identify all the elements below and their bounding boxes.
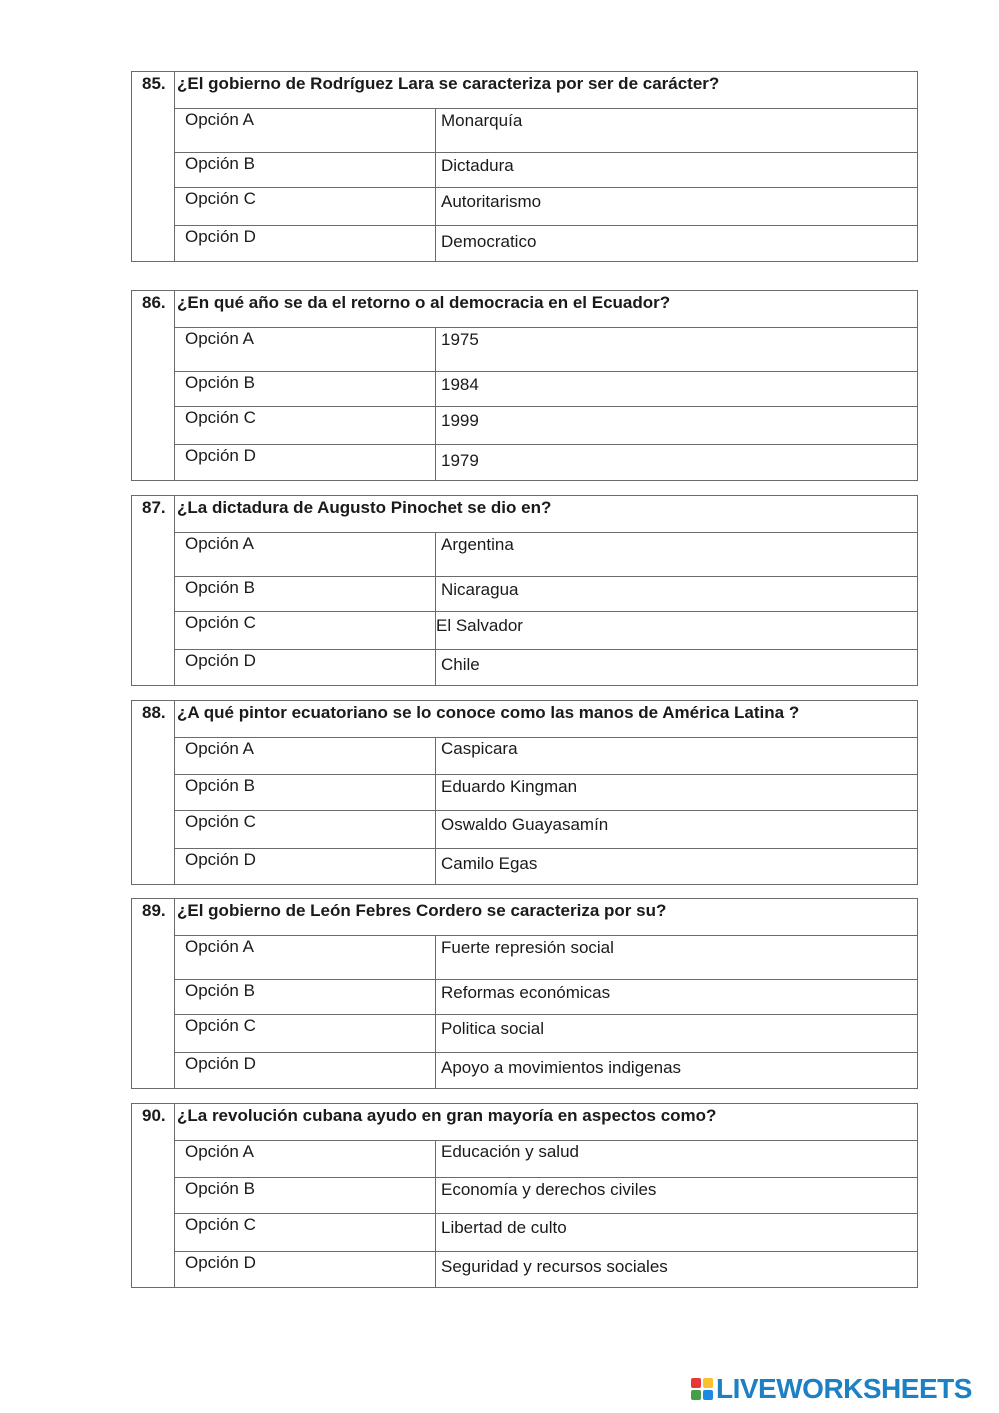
- column-divider: [435, 849, 436, 885]
- liveworksheets-logo-icon: [691, 1378, 713, 1400]
- option-label: Opción C: [185, 1016, 256, 1035]
- column-divider: [435, 577, 436, 611]
- option-label: Opción D: [185, 1253, 256, 1272]
- column-divider: [435, 407, 436, 444]
- question-text: ¿El gobierno de Rodríguez Lara se caracteriza por ser de carácter?: [177, 74, 720, 93]
- column-divider: [435, 811, 436, 848]
- option-row-b[interactable]: [175, 152, 917, 187]
- option-value: 1979: [441, 451, 479, 470]
- column-divider: [435, 188, 436, 225]
- option-label: Opción C: [185, 189, 256, 208]
- option-row-d[interactable]: [175, 225, 917, 262]
- option-row-d[interactable]: [175, 649, 917, 686]
- option-value: Caspicara: [441, 739, 518, 758]
- option-value: Autoritarismo: [441, 192, 542, 211]
- option-row-c[interactable]: [175, 1213, 917, 1251]
- option-value: Argentina: [441, 535, 514, 554]
- option-row-a[interactable]: [175, 935, 917, 979]
- question-90: [131, 1103, 918, 1288]
- option-label: Opción C: [185, 613, 256, 632]
- option-row-d[interactable]: [175, 1052, 917, 1089]
- option-label: Opción D: [185, 446, 256, 465]
- column-divider: [435, 980, 436, 1014]
- option-value: Camilo Egas: [441, 854, 538, 873]
- option-value: Nicaragua: [441, 580, 519, 599]
- question-number: 87.: [132, 496, 175, 685]
- option-label: Opción A: [185, 937, 254, 956]
- option-row-c[interactable]: [175, 406, 917, 444]
- option-row-a[interactable]: [175, 532, 917, 576]
- column-divider: [435, 153, 436, 187]
- option-label: Opción B: [185, 1179, 255, 1198]
- option-label: Opción A: [185, 110, 254, 129]
- option-value: Reformas económicas: [441, 983, 611, 1002]
- column-divider: [435, 226, 436, 262]
- question-88: [131, 700, 918, 885]
- column-divider: [435, 1141, 436, 1177]
- question-text: ¿En qué año se da el retorno o al democracia en el Ecuador?: [177, 293, 671, 312]
- column-divider: [435, 1053, 436, 1089]
- question-89: [131, 898, 918, 1089]
- question-text: ¿El gobierno de León Febres Cordero se caracteriza por su?: [177, 901, 667, 920]
- option-label: Opción A: [185, 1142, 254, 1161]
- column-divider: [435, 936, 436, 979]
- option-value: Chile: [441, 655, 480, 674]
- column-divider: [435, 372, 436, 406]
- option-row-a[interactable]: [175, 1140, 917, 1177]
- column-divider: [435, 1178, 436, 1213]
- option-row-a[interactable]: [175, 737, 917, 774]
- option-label: Opción B: [185, 578, 255, 597]
- question-text: ¿La revolución cubana ayudo en gran mayoría en aspectos como?: [177, 1106, 717, 1125]
- column-divider: [435, 1214, 436, 1251]
- question-number: 90.: [132, 1104, 175, 1287]
- option-label: Opción D: [185, 850, 256, 869]
- option-label: Opción A: [185, 534, 254, 553]
- question-85: [131, 71, 918, 262]
- option-value: El Salvador: [436, 616, 523, 635]
- logo-square-yellow: [703, 1378, 713, 1388]
- option-value: Oswaldo Guayasamín: [441, 815, 609, 834]
- question-number: 86.: [132, 291, 175, 480]
- option-value: Monarquía: [441, 111, 523, 130]
- option-label: Opción C: [185, 1215, 256, 1234]
- column-divider: [435, 328, 436, 371]
- logo-square-blue: [703, 1390, 713, 1400]
- option-row-d[interactable]: [175, 1251, 917, 1288]
- option-row-c[interactable]: [175, 187, 917, 225]
- option-label: Opción A: [185, 739, 254, 758]
- option-value: 1984: [441, 375, 479, 394]
- option-row-b[interactable]: [175, 576, 917, 611]
- option-value: Dictadura: [441, 156, 514, 175]
- option-label: Opción B: [185, 154, 255, 173]
- column-divider: [435, 109, 436, 152]
- column-divider: [435, 1252, 436, 1288]
- column-divider: [435, 1015, 436, 1052]
- option-value: Libertad de culto: [441, 1218, 567, 1237]
- column-divider: [435, 445, 436, 481]
- option-row-a[interactable]: [175, 327, 917, 371]
- option-value: Eduardo Kingman: [441, 777, 578, 796]
- option-row-c[interactable]: [175, 611, 917, 649]
- option-label: Opción B: [185, 776, 255, 795]
- option-value: Economía y derechos civiles: [441, 1180, 657, 1199]
- option-label: Opción D: [185, 651, 256, 670]
- question-text: ¿La dictadura de Augusto Pinochet se dio en?: [177, 498, 552, 517]
- option-value: Seguridad y recursos sociales: [441, 1257, 668, 1276]
- option-row-c[interactable]: [175, 810, 917, 848]
- option-row-c[interactable]: [175, 1014, 917, 1052]
- option-label: Opción C: [185, 812, 256, 831]
- option-value: Fuerte represión social: [441, 938, 614, 957]
- logo-square-red: [691, 1378, 701, 1388]
- option-row-d[interactable]: [175, 444, 917, 481]
- option-row-b[interactable]: [175, 979, 917, 1014]
- option-value: Politica social: [441, 1019, 544, 1038]
- liveworksheets-logo: [691, 1374, 972, 1404]
- option-row-b[interactable]: [175, 1177, 917, 1213]
- option-value: 1975: [441, 330, 479, 349]
- column-divider: [435, 533, 436, 576]
- option-label: Opción A: [185, 329, 254, 348]
- question-number: 88.: [132, 701, 175, 884]
- question-number: 85.: [132, 72, 175, 261]
- question-number: 89.: [132, 899, 175, 1088]
- logo-square-green: [691, 1390, 701, 1400]
- column-divider: [435, 650, 436, 686]
- option-label: Opción D: [185, 227, 256, 246]
- column-divider: [435, 775, 436, 810]
- option-label: Opción B: [185, 373, 255, 392]
- option-row-b[interactable]: [175, 371, 917, 406]
- question-86: [131, 290, 918, 481]
- column-divider: [435, 738, 436, 774]
- option-value: 1999: [441, 411, 479, 430]
- option-label: Opción D: [185, 1054, 256, 1073]
- option-value: Democratico: [441, 232, 537, 251]
- option-row-d[interactable]: [175, 848, 917, 885]
- liveworksheets-logo-text: LIVEWORKSHEETS: [716, 1373, 972, 1404]
- option-label: Opción C: [185, 408, 256, 427]
- option-value: Educación y salud: [441, 1142, 579, 1161]
- option-row-a[interactable]: [175, 108, 917, 152]
- question-text: ¿A qué pintor ecuatoriano se lo conoce como las manos de América Latina ?: [177, 703, 800, 722]
- question-87: [131, 495, 918, 686]
- option-row-b[interactable]: [175, 774, 917, 810]
- option-value: Apoyo a movimientos indigenas: [441, 1058, 682, 1077]
- option-label: Opción B: [185, 981, 255, 1000]
